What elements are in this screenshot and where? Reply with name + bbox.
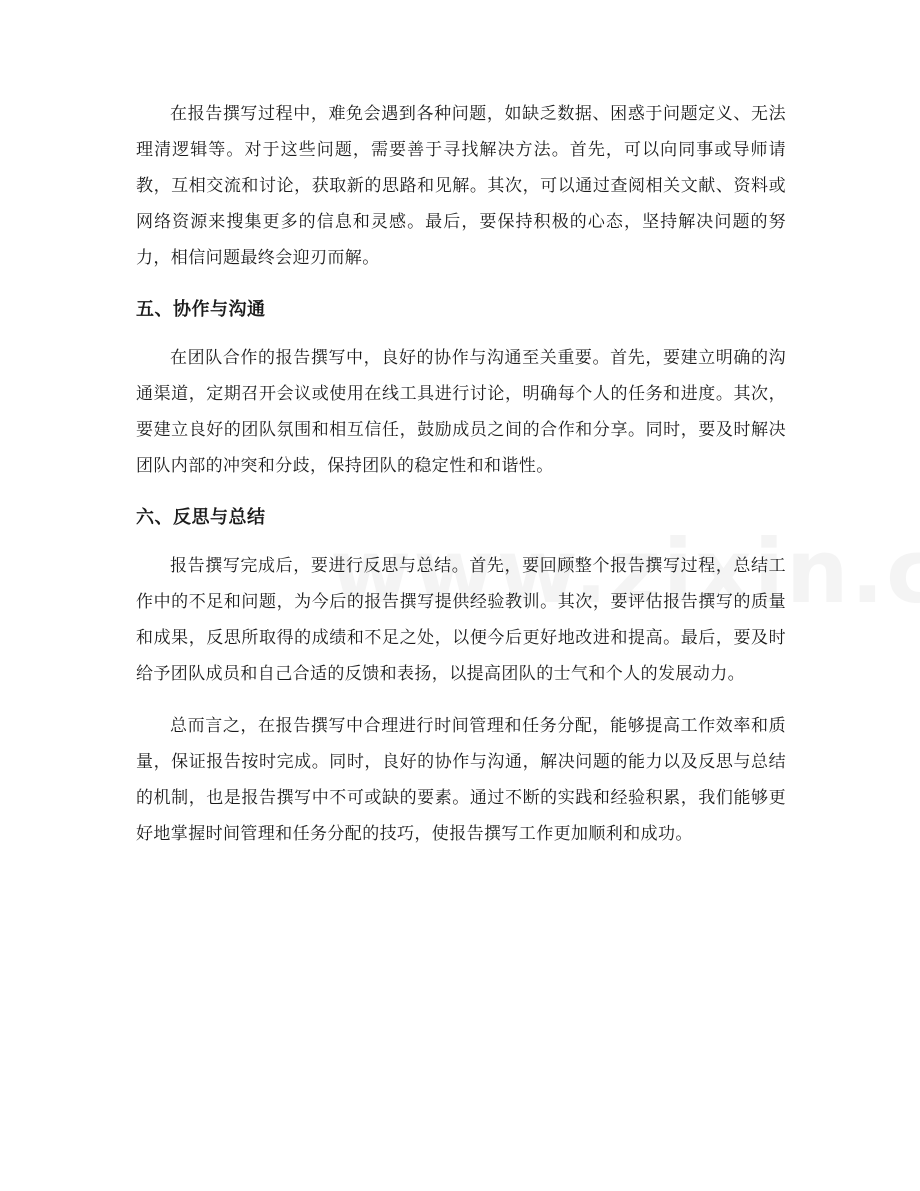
reflection-paragraph: 报告撰写完成后，要进行反思与总结。首先，要回顾整个报告撰写过程，总结工作中的不足和问题，为今后的报告撰写提供经验教训。其次，要评估报告撰写的质量和成果，反思所取得的成绩和不足之处，以便今后更好地改进和提高。最后，要及时给予团队成员和自己合适的反馈和表扬，以提高团队的士气和个人的发展动力。	[136, 556, 786, 684]
intro-paragraph: 在报告撰写过程中，难免会遇到各种问题，如缺乏数据、困惑于问题定义、无法理清逻辑等。对于这些问题，需要善于寻找解决方法。首先，可以向同事或导师请教，互相交流和讨论，获取新的思路和见解。其次，可以通过查阅相关文献、资料或网络资源来搜集更多的信息和灵感。最后，要保持积极的心态，坚持解决问题的努力，相信问题最终会迎刃而解。	[136, 104, 786, 268]
conclusion-paragraph: 总而言之，在报告撰写中合理进行时间管理和任务分配，能够提高工作效率和质量，保证报告按时完成。同时，良好的协作与沟通，解决问题的能力以及反思与总结的机制，也是报告撰写中不可或缺的要素。通过不断的实践和经验积累，我们能够更好地掌握时间管理和任务分配的技巧，使报告撰写工作更加顺利和成功。	[136, 716, 786, 844]
section-heading-collaboration: 五、协作与沟通	[136, 299, 266, 320]
section-heading-reflection: 六、反思与总结	[136, 507, 266, 528]
document-body	[136, 96, 786, 868]
collaboration-paragraph: 在团队合作的报告撰写中，良好的协作与沟通至关重要。首先，要建立明确的沟通渠道，定期召开会议或使用在线工具进行讨论，明确每个人的任务和进度。其次，要建立良好的团队氛围和相互信任，鼓励成员之间的合作和分享。同时，要及时解决团队内部的冲突和分歧，保持团队的稳定性和和谐性。	[136, 348, 786, 476]
